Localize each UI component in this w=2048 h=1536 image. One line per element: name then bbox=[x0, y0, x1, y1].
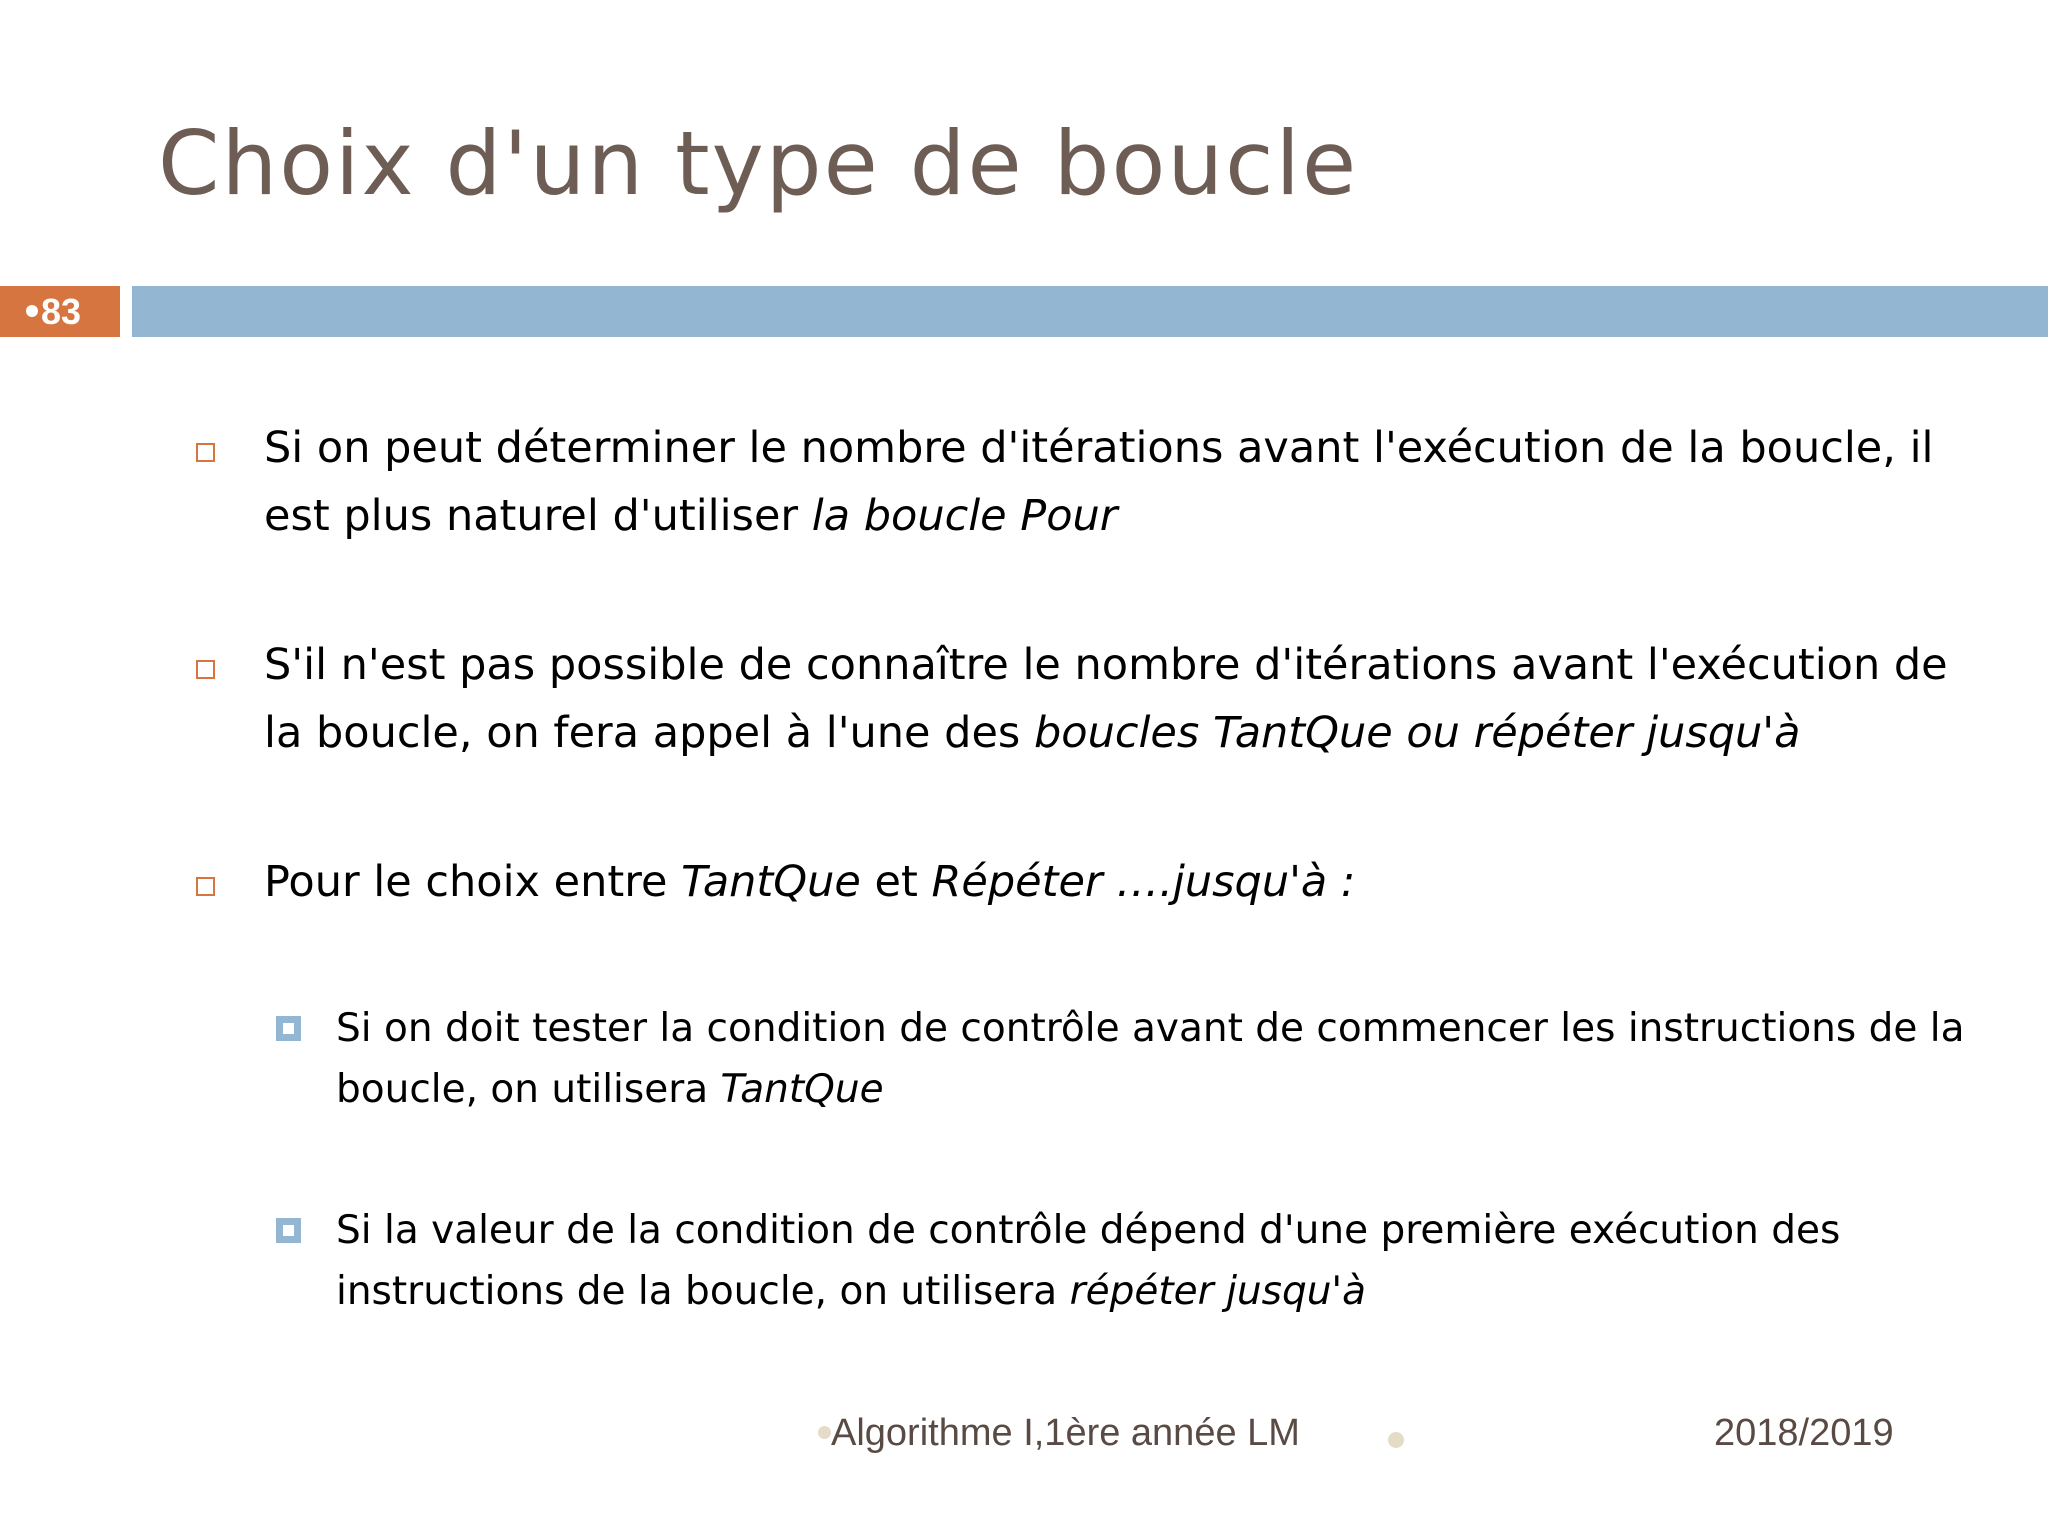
bullet-text-italic: la boucle Pour bbox=[811, 491, 1118, 541]
square-bullet-icon bbox=[196, 877, 215, 896]
list-item bbox=[336, 1200, 1996, 1322]
slide-number: 83 bbox=[41, 291, 82, 332]
footer-course-text: Algorithme I,1ère année LM bbox=[831, 1412, 1300, 1454]
footer-course bbox=[818, 1412, 1300, 1455]
list-item bbox=[264, 414, 1984, 550]
square-bullet-icon bbox=[196, 660, 215, 679]
bullet-text: Si on doit tester la condition de contrôle avant de commencer les instructions de la boucle, on utilisera bbox=[336, 1006, 1965, 1112]
square-sub-bullet-icon bbox=[276, 1016, 301, 1041]
bullet-text: Pour le choix entre bbox=[264, 857, 682, 907]
footer-dot-icon bbox=[1388, 1432, 1404, 1448]
bullet-text: Si la valeur de la condition de contrôle dépend d'une première exécution des instructions de la boucle, on utilisera bbox=[336, 1208, 1841, 1314]
bullet-text: et bbox=[860, 857, 932, 907]
list-item bbox=[264, 631, 1984, 767]
bullet-text-italic: boucles TantQue ou répéter jusqu'à bbox=[1033, 708, 1801, 758]
bullet-text-italic: TantQue bbox=[720, 1067, 884, 1112]
square-bullet-icon bbox=[196, 443, 215, 462]
bullet-dot-icon bbox=[26, 305, 38, 317]
bullet-text-italic: répéter jusqu'à bbox=[1069, 1269, 1367, 1314]
square-sub-bullet-icon bbox=[276, 1218, 301, 1243]
header-bar bbox=[132, 286, 2048, 337]
list-item bbox=[264, 848, 1984, 916]
bullet-text-italic: TantQue bbox=[681, 857, 861, 907]
bullet-text: Si on peut déterminer le nombre d'itérations avant l'exécution de la boucle, il est plus naturel d'utiliser bbox=[264, 423, 1934, 541]
bullet-text-italic: Répéter ….jusqu'à : bbox=[931, 857, 1356, 907]
bullet-text: S'il n'est pas possible de connaître le nombre d'itérations avant l'exécution de la boucle, on fera appel à l'une des bbox=[264, 640, 1948, 758]
list-item bbox=[336, 998, 1996, 1120]
slide-title: Choix d'un type de boucle bbox=[158, 112, 1359, 215]
footer-year: 2018/2019 bbox=[1714, 1412, 1894, 1454]
slide-number-badge bbox=[0, 286, 120, 337]
footer-dot-icon bbox=[818, 1426, 831, 1439]
